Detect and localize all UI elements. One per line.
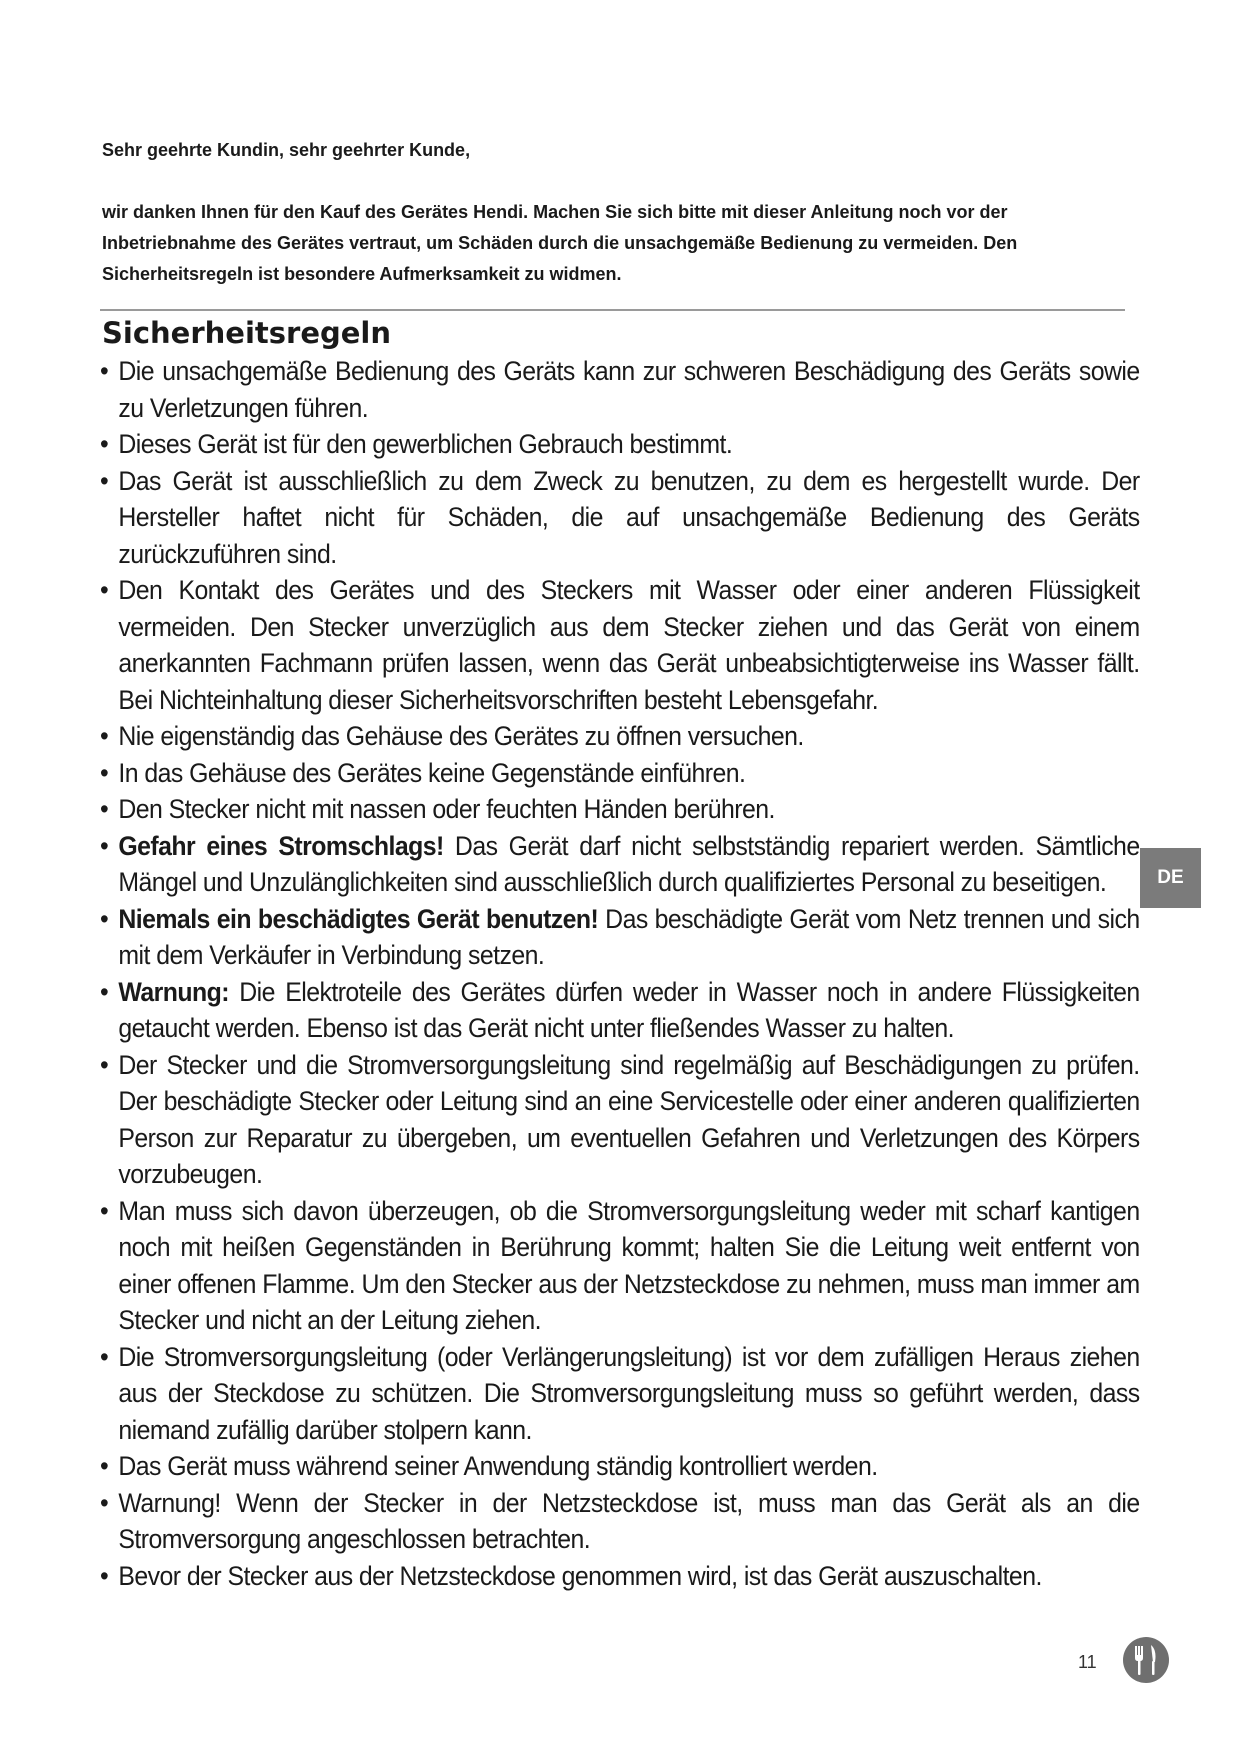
list-item bbox=[100, 974, 1140, 1047]
list-item bbox=[100, 1485, 1140, 1558]
bullet-icon: • bbox=[100, 1487, 109, 1518]
item-text: In das Gehäuse des Gerätes keine Gegenstände einführen. bbox=[118, 757, 746, 788]
list-item bbox=[100, 1339, 1140, 1449]
list-item bbox=[100, 463, 1140, 573]
item-text: Man muss sich davon überzeugen, ob die Stromversorgungsleitung weder mit scharf kantigen noch mit heißen Gegenständen in Berührung kommt; halten Sie die Leitung weit entfernt von einer offenen Flamme. Um den Stecker aus der Netzsteckdose zu nehmen, muss man immer am Stecker und nicht an der Leitung ziehen. bbox=[118, 1195, 1140, 1335]
list-item bbox=[100, 828, 1140, 901]
bullet-icon: • bbox=[100, 757, 109, 788]
language-tab bbox=[1140, 848, 1201, 908]
bullet-icon: • bbox=[100, 903, 109, 934]
bullet-icon: • bbox=[100, 721, 109, 751]
list-item bbox=[100, 572, 1140, 718]
item-text: Das Gerät ist ausschließlich zu dem Zweck zu benutzen, zu dem es hergestellt wurde. Der Hersteller haftet nicht für Schäden, die auf unsachgemäße Bedienung des Geräts zurückzuführen sind. bbox=[118, 465, 1140, 569]
list-item bbox=[100, 426, 1140, 463]
list-item bbox=[100, 1193, 1140, 1339]
list-item bbox=[100, 718, 1140, 755]
list-item bbox=[100, 791, 1140, 828]
page-number: 11 bbox=[1078, 1652, 1097, 1672]
bullet-icon: • bbox=[100, 356, 109, 386]
item-text: Die unsachgemäße Bedienung des Geräts kann zur schweren Beschädigung des Geräts sowie zu Verletzungen führen. bbox=[118, 356, 1140, 423]
bullet-icon: • bbox=[100, 1451, 109, 1481]
greeting: Sehr geehrte Kundin, sehr geehrter Kunde, bbox=[102, 140, 471, 160]
item-text: Warnung! Wenn der Stecker in der Netzsteckdose ist, muss man das Gerät als an die Stromversorgung angeschlossen betrachten. bbox=[118, 1487, 1140, 1554]
item-text: Nie eigenständig das Gehäuse des Gerätes zu öffnen versuchen. bbox=[118, 721, 804, 751]
item-lead: Warnung: bbox=[118, 976, 229, 1007]
item-text: Das Gerät muss während seiner Anwendung ständig kontrolliert werden. bbox=[118, 1451, 878, 1481]
item-text: Bevor der Stecker aus der Netzsteckdose genommen wird, ist das Gerät auszuschalten. bbox=[118, 1560, 1042, 1591]
list-item bbox=[100, 755, 1140, 792]
item-text: Die Stromversorgungsleitung (oder Verlängerungsleitung) ist vor dem zufälligen Heraus ziehen aus der Steckdose zu schützen. Die Stromversorgungsleitung muss so geführt werden, dass niemand zufällig darüber stolpern kann. bbox=[118, 1341, 1140, 1445]
section-title: Sicherheitsregeln bbox=[102, 316, 391, 350]
bullet-icon: • bbox=[100, 830, 109, 861]
bullet-icon: • bbox=[100, 465, 109, 496]
bullet-icon: • bbox=[100, 794, 109, 824]
item-text: Das Gerät darf nicht selbstständig repariert werden. Sämtliche Mängel und Unzulänglichkeiten sind ausschließlich durch qualifiziertes Personal zu beseitigen. bbox=[118, 830, 1140, 897]
bullet-icon: • bbox=[100, 429, 109, 459]
list-item bbox=[100, 1047, 1140, 1193]
item-text: Dieses Gerät ist für den gewerblichen Gebrauch bestimmt. bbox=[118, 429, 733, 459]
item-text: Die Elektroteile des Gerätes dürfen weder in Wasser noch in andere Flüssigkeiten getaucht werden. Ebenso ist das Gerät nicht unter fließendes Wasser zu halten. bbox=[118, 976, 1140, 1043]
bullet-icon: • bbox=[100, 1560, 109, 1591]
list-item bbox=[100, 1558, 1140, 1595]
item-text: Das beschädigte Gerät vom Netz trennen und sich mit dem Verkäufer in Verbindung setzen. bbox=[118, 903, 1140, 970]
divider bbox=[100, 309, 1125, 311]
bullet-icon: • bbox=[100, 976, 109, 1007]
item-text: Den Kontakt des Gerätes und des Steckers mit Wasser oder einer anderen Flüssigkeit vermeiden. Den Stecker unverzüglich aus dem Stecker ziehen und das Gerät von einem anerkannten Fachmann prüfen lassen, wenn das Gerät unbeabsichtigterweise ins Wasser fällt. Bei Nichteinhaltung dieser Sicherheitsvorschriften besteht Lebensgefahr. bbox=[118, 575, 1140, 715]
bullet-icon: • bbox=[100, 1195, 109, 1226]
bullet-icon: • bbox=[100, 575, 109, 605]
bullet-icon: • bbox=[100, 1341, 109, 1372]
bullet-icon: • bbox=[100, 1049, 109, 1080]
list-item bbox=[100, 353, 1140, 426]
item-text: Den Stecker nicht mit nassen oder feuchten Händen berühren. bbox=[118, 794, 775, 824]
item-text: Der Stecker und die Stromversorgungsleitung sind regelmäßig auf Beschädigungen zu prüfen. Der beschädigte Stecker oder Leitung sind an eine Servicestelle oder einer anderen qualifizierten Person zur Reparatur zu übergeben, um eventuellen Gefahren und Verletzungen des Körpers vorzubeugen. bbox=[118, 1049, 1140, 1189]
cutlery-logo-icon bbox=[1122, 1636, 1170, 1684]
item-lead: Niemals ein beschädigtes Gerät benutzen! bbox=[118, 903, 599, 934]
safety-rules-list bbox=[100, 353, 1140, 1594]
item-lead: Gefahr eines Stromschlags! bbox=[118, 830, 444, 861]
list-item bbox=[100, 901, 1140, 974]
list-item bbox=[100, 1448, 1140, 1485]
language-tab-label: DE bbox=[1157, 867, 1184, 888]
intro-paragraph: wir danken Ihnen für den Kauf des Gerätes Hendi. Machen Sie sich bitte mit dieser Anleitung noch vor der Inbetriebnahme des Gerätes vertraut, um Schäden durch die unsachgemäße Bedienung zu vermeiden. Den Sicherheitsregeln ist besondere Aufmerksamkeit zu widmen. bbox=[102, 202, 1018, 284]
